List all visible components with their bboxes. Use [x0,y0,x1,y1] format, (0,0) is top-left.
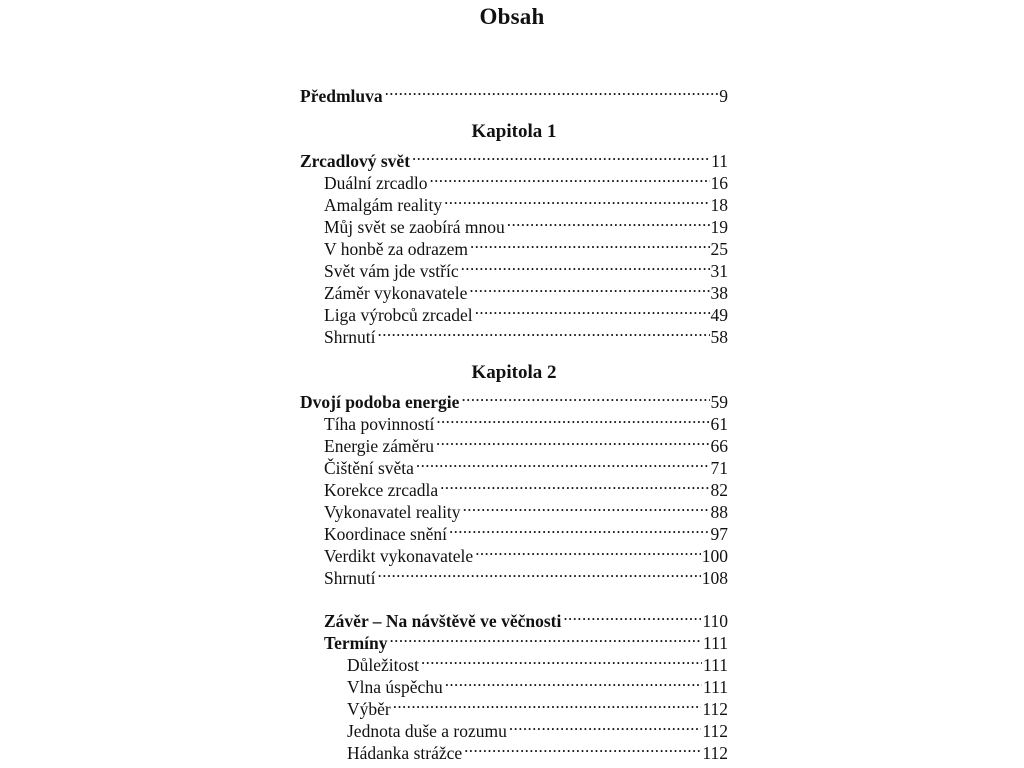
toc-entry[interactable] [324,408,728,434]
toc-entry-page: 31 [710,261,728,281]
toc-entry-page: 38 [710,283,728,303]
toc-entry-label: Korekce zrcadla [324,480,439,500]
page-title: Obsah [479,4,545,29]
dot-leader [393,693,702,715]
toc-entry-page: 66 [710,436,728,456]
dot-leader [463,496,710,518]
toc-entry-page: 25 [710,239,728,259]
toc-entry[interactable] [324,496,728,522]
dot-leader [469,277,709,299]
toc-entry-page: 18 [710,195,728,215]
dot-leader [378,321,710,343]
toc-entry-page: 100 [701,546,728,566]
toc-entry[interactable] [324,277,728,303]
dot-leader [390,627,703,649]
dot-leader [430,167,710,189]
toc-entry-label: Hádanka strážce [347,743,463,763]
toc-entry-page: 49 [710,305,728,325]
toc-entry-page: 110 [702,611,728,631]
toc-entry-page: 112 [702,699,728,719]
chapter-2-heading: Kapitola 2 [471,362,557,383]
toc-entry-label: Zrcadlový svět [300,151,411,171]
toc-entry-label: Shrnutí [324,568,376,588]
toc-entry-label: Shrnutí [324,327,376,347]
toc-entry-page: 11 [711,151,728,171]
dot-leader [464,737,701,759]
dot-leader [461,255,710,277]
toc-entry-label: Záměr vykonavatele [324,283,468,303]
toc-entry-page: 58 [710,327,728,347]
dot-leader [440,474,709,496]
toc-entry-page: 108 [701,568,728,588]
toc-entry-label: Předmluva [300,86,383,106]
dot-leader [475,299,710,321]
toc-entry-label: Amalgám reality [324,195,443,215]
toc-entry-label: Duální zrcadlo [324,173,428,193]
dot-leader [416,452,710,474]
toc-entry[interactable] [324,562,728,588]
dot-leader [563,605,701,627]
toc-entry-page: 88 [710,502,728,522]
toc-entry-chapter-1-main[interactable] [300,145,728,171]
dot-leader [444,189,709,211]
toc-entry-label: Čištění světa [324,458,414,478]
toc-entry-page: 97 [710,524,728,544]
toc-entry-page: 111 [703,655,728,675]
toc-entry-label: Energie záměru [324,436,434,456]
toc-entry[interactable] [347,671,728,697]
toc-entry-preface[interactable] [300,80,728,106]
toc-entry[interactable] [347,693,728,719]
dot-leader [436,408,709,430]
toc-entry-page: 111 [703,677,728,697]
toc-entry-label: Vykonavatel reality [324,502,461,522]
toc-entry-label: Liga výrobců zrcadel [324,305,473,325]
toc-entry-page: 19 [710,217,728,237]
dot-leader [412,145,710,167]
toc-entry-label: Jednota duše a rozumu [347,721,507,741]
toc-entry-label: Verdikt vykonavatele [324,546,474,566]
dot-leader [475,540,701,562]
toc-entry-label: Dvojí podoba energie [300,392,460,412]
toc-entry[interactable] [324,540,728,566]
dot-leader [507,211,710,233]
toc-entry[interactable] [324,211,728,237]
toc-entry[interactable] [324,299,728,325]
dot-leader [470,233,710,255]
toc-entry[interactable] [324,321,728,347]
dot-leader [421,649,702,671]
toc-entry-page: 112 [702,721,728,741]
toc-entry-label: Vlna úspěchu [347,677,443,697]
toc-entry-label: Termíny [324,633,388,653]
toc-entry-label: Závěr – Na návštěvě ve věčnosti [324,611,562,631]
toc-entry-page: 71 [710,458,728,478]
toc-entry-page: 111 [703,633,728,653]
toc-entry[interactable] [324,167,728,193]
toc-entry[interactable] [324,233,728,259]
toc-entry-page: 16 [710,173,728,193]
toc-entry[interactable] [347,737,728,763]
toc-entry-chapter-2-main[interactable] [300,386,728,412]
dot-leader [436,430,710,452]
toc-entry[interactable] [324,255,728,281]
dot-leader [449,518,710,540]
toc-entry-label: Svět vám jde vstříc [324,261,459,281]
toc-entry-page: 9 [719,86,728,106]
toc-entry[interactable] [347,715,728,741]
dot-leader [509,715,702,737]
dot-leader [445,671,702,693]
toc-entry-page: 82 [710,480,728,500]
toc-entry-terms[interactable] [324,627,728,653]
toc-entry[interactable] [324,474,728,500]
toc-entry-page: 59 [710,392,728,412]
toc-entry[interactable] [324,189,728,215]
chapter-1-heading: Kapitola 1 [471,121,557,142]
toc-entry-conclusion[interactable] [324,605,728,631]
toc-entry-page: 112 [702,743,728,763]
toc-entry-label: Tíha povinností [324,414,435,434]
toc-entry-label: Důležitost [347,655,419,675]
toc-entry-label: Výběr [347,699,391,719]
toc-entry[interactable] [347,649,728,675]
toc-entry[interactable] [324,518,728,544]
dot-leader [385,80,719,102]
toc-entry-label: Koordinace snění [324,524,447,544]
dot-leader [461,386,709,408]
dot-leader [378,562,701,584]
toc-entry-label: Můj svět se zaobírá mnou [324,217,505,237]
toc-entry[interactable] [324,430,728,456]
toc-entry-page: 61 [710,414,728,434]
toc-entry-label: V honbě za odrazem [324,239,468,259]
toc-entry[interactable] [324,452,728,478]
